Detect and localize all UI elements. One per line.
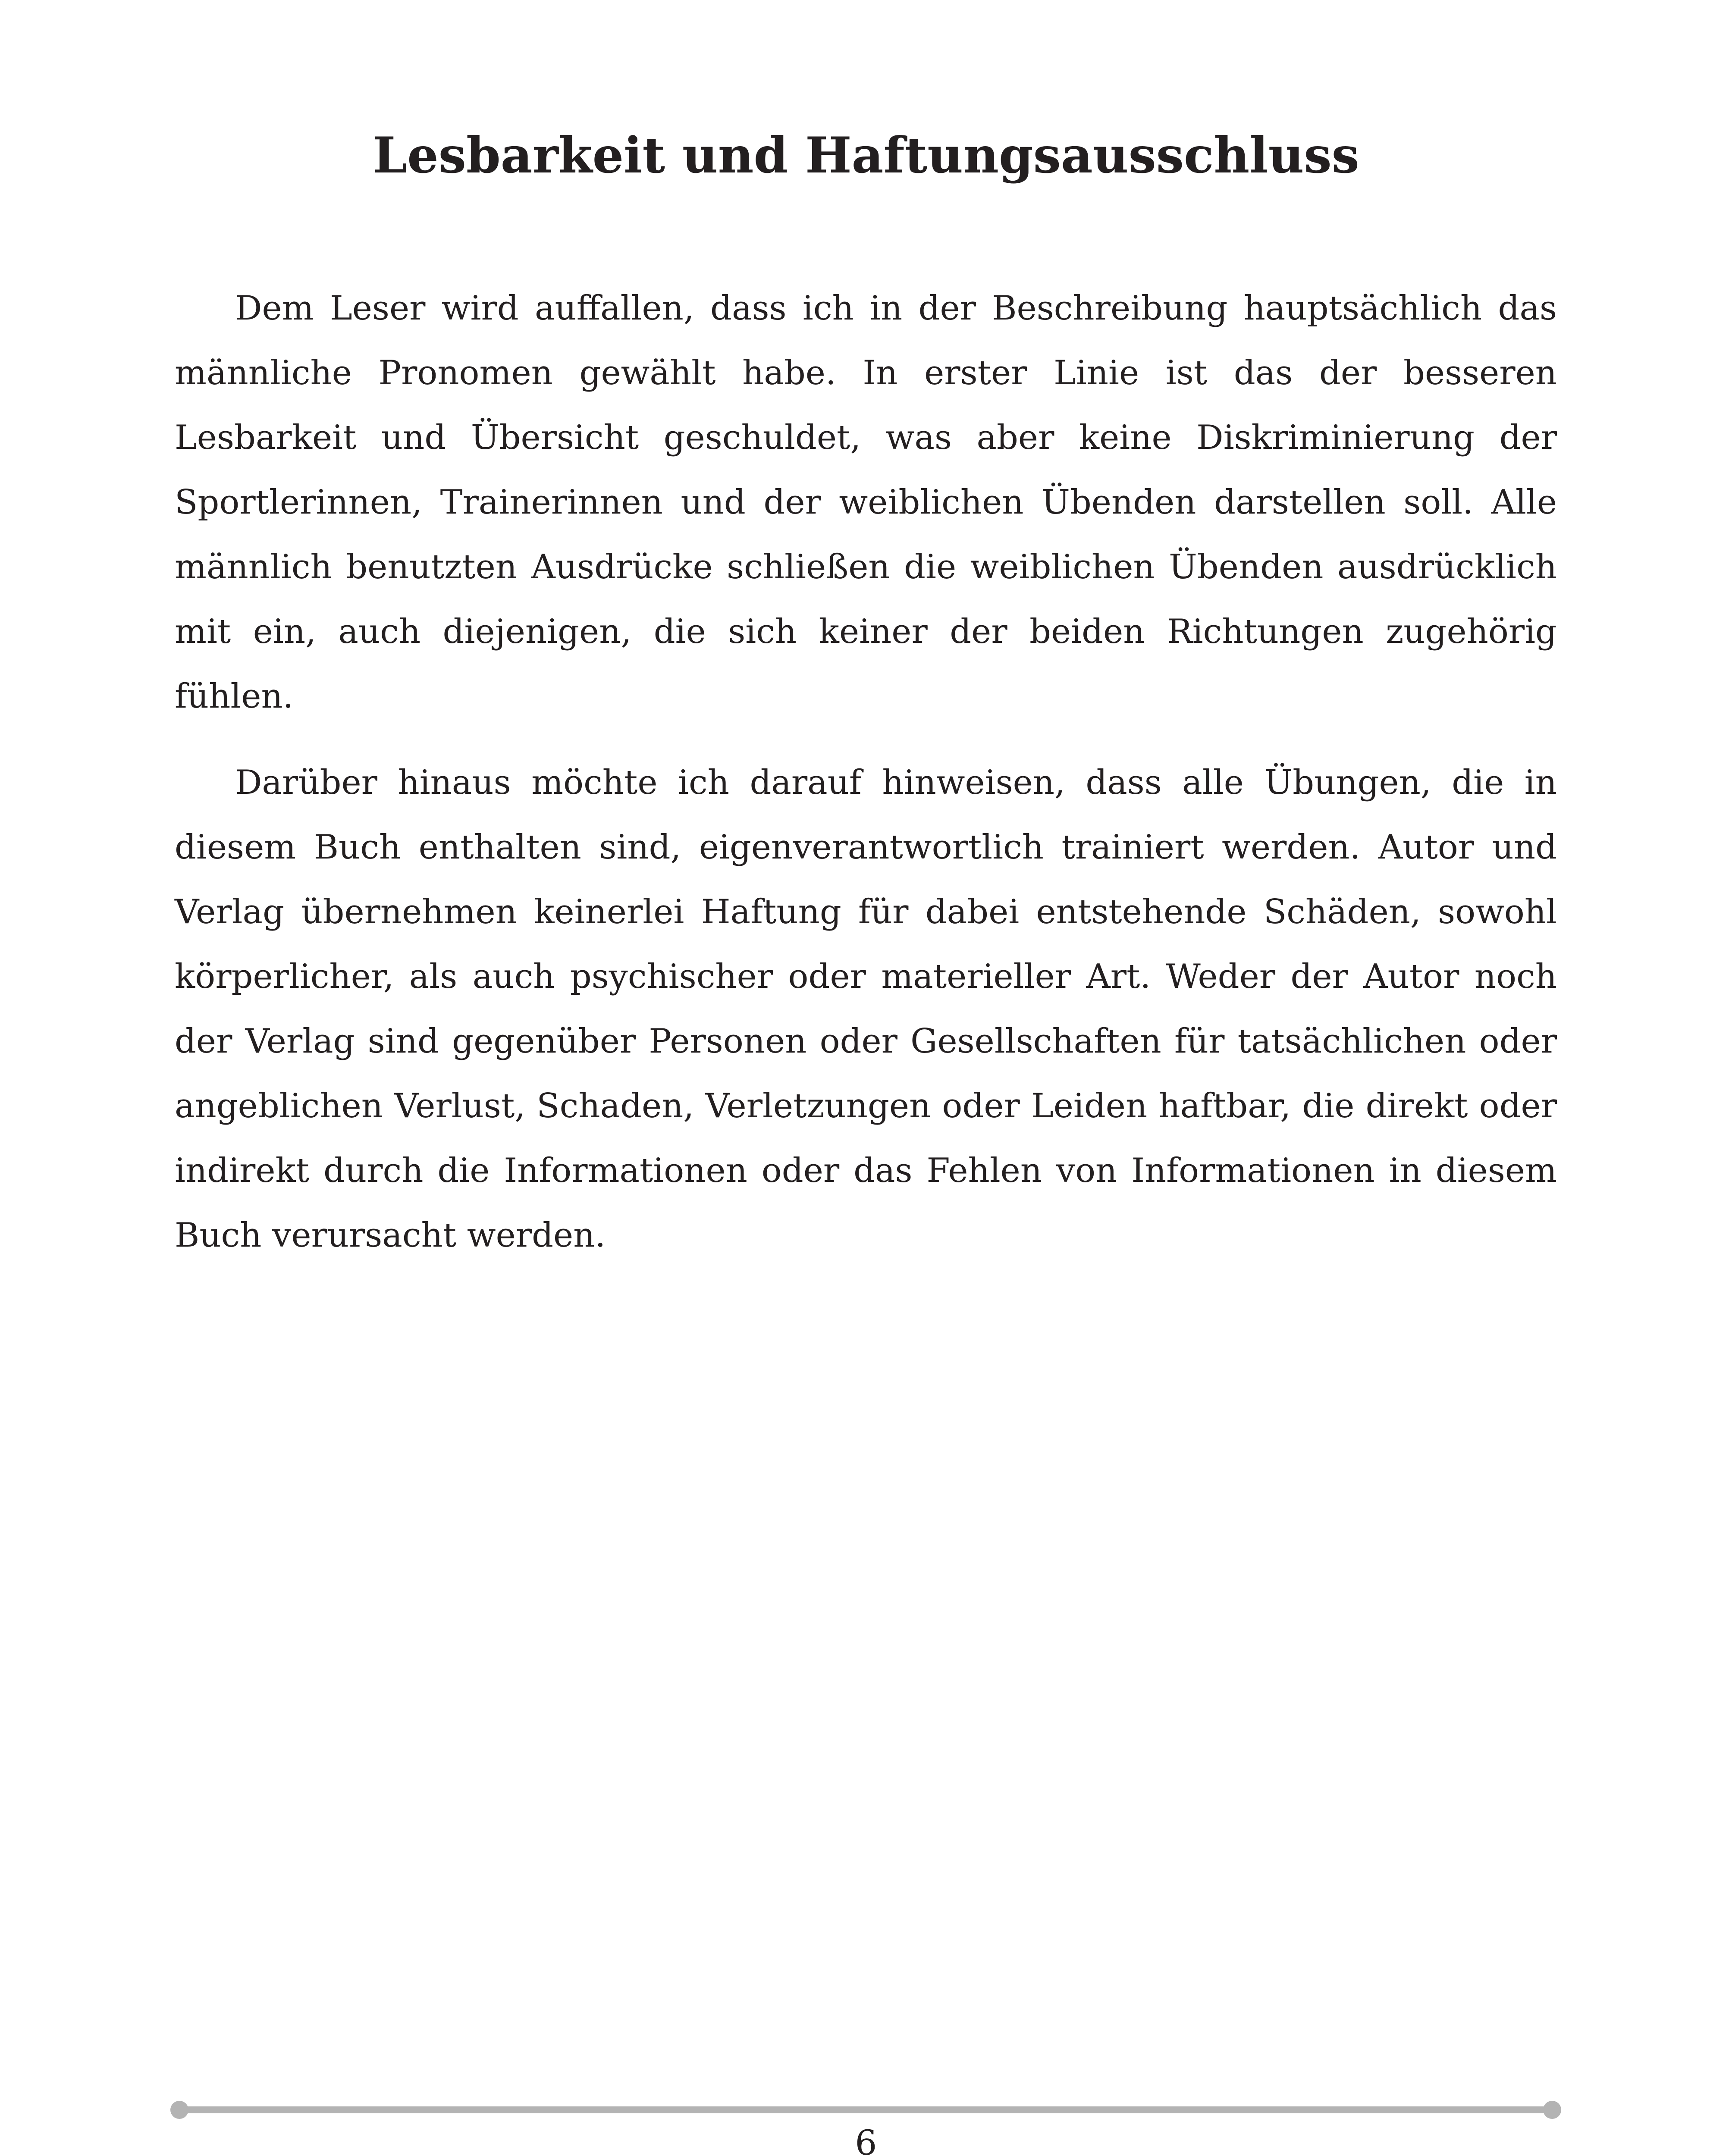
paragraph-disclaimer: Darüber hinaus möchte ich darauf hinweisen, dass alle Übungen, die in diesem Buch enthalten sind, eigenverantwortlich trainiert werden. Autor und Verlag übernehmen keinerlei Haftung für dabei entstehende Schäden, sowohl körperlicher, als auch psychischer oder materieller Art. Weder der Autor noch der Verlag sind gegenüber Personen oder Gesellschaften für tatsächlichen oder angeblichen Verlust, Schaden, Verletzungen oder Leiden haftbar, die direkt oder indirekt durch die Informationen oder das Fehlen von Informationen in diesem Buch verursacht werden.	[175, 763, 1557, 1255]
footer-divider-dot-right	[1543, 2101, 1561, 2119]
footer-divider-line	[175, 2106, 1557, 2113]
paragraph-readability: Dem Leser wird auffallen, dass ich in der Beschreibung hauptsächlich das männliche Pronomen gewählt habe. In erster Linie ist das der besseren Lesbarkeit und Übersicht geschuldet, was aber keine Diskriminierung der Sportlerinnen, Trainerinnen und der weiblichen Übenden darstellen soll. Alle männlich benutzten Ausdrücke schließen die weiblichen Übenden ausdrücklich mit ein, auch diejenigen, die sich keiner der beiden Richtungen zugehörig fühlen.	[175, 289, 1557, 716]
footer-divider-dot-left	[170, 2101, 188, 2119]
footer-divider	[175, 2101, 1557, 2118]
page-number: 6	[855, 2123, 877, 2156]
page-title: Lesbarkeit und Haftungsausschluss	[373, 126, 1359, 184]
body-text	[175, 276, 1557, 1268]
